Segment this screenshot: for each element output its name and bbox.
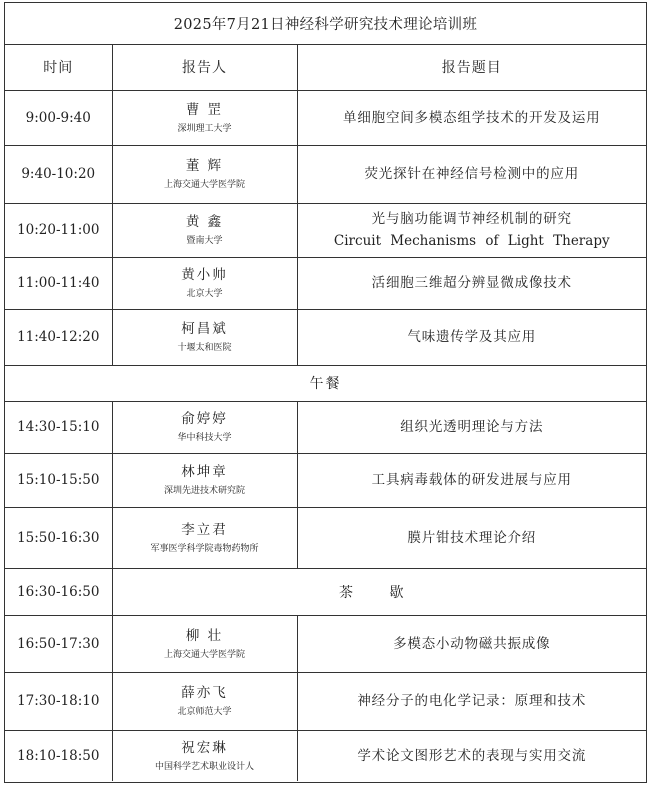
table-row — [5, 203, 646, 257]
speaker-name: 林坤章 — [181, 464, 228, 480]
session-time: 16:50-17:30 — [5, 615, 112, 672]
tea-row — [5, 568, 646, 615]
topic-cell — [297, 453, 646, 507]
topic-cell — [297, 90, 646, 145]
speaker-cell — [112, 401, 297, 453]
session-time: 9:40-10:20 — [5, 145, 112, 203]
session-time: 17:30-18:10 — [5, 672, 112, 730]
table-row — [5, 453, 646, 507]
table-row — [5, 309, 646, 365]
speaker-affiliation: 深圳理工大学 — [177, 123, 232, 134]
speaker-name: 俞婷婷 — [181, 411, 228, 427]
schedule-table — [5, 44, 646, 781]
session-time: 16:30-16:50 — [5, 568, 112, 615]
session-time: 15:10-15:50 — [5, 453, 112, 507]
session-topic: 气味遗传学及其应用 — [407, 329, 537, 345]
speaker-cell — [112, 257, 297, 309]
speaker-affiliation: 华中科技大学 — [177, 433, 232, 443]
session-topic: 多模态小动物磁共振成像 — [393, 635, 551, 652]
page-title: 2025年7月21日神经科学研究技术理论培训班 — [5, 3, 646, 45]
speaker-cell — [112, 90, 297, 145]
speaker-affiliation: 上海交通大学医学院 — [163, 649, 245, 660]
table-row — [5, 615, 646, 672]
topic-cell — [297, 507, 646, 568]
speaker-cell — [112, 145, 297, 203]
speaker-affiliation: 北京大学 — [186, 289, 223, 299]
speaker-cell — [112, 615, 297, 672]
session-time: 11:00-11:40 — [5, 257, 112, 309]
speaker-name: 李立君 — [181, 521, 228, 538]
header-speaker: 报告人 — [112, 44, 297, 90]
table-row — [5, 257, 646, 309]
session-time: 18:10-18:50 — [5, 730, 112, 781]
speaker-name: 薛亦飞 — [181, 685, 228, 701]
tea-break: 茶 歇 — [112, 568, 646, 615]
speaker-cell — [112, 203, 297, 257]
topic-cell — [297, 257, 646, 309]
header-row — [5, 44, 646, 90]
session-time: 11:40-12:20 — [5, 309, 112, 365]
session-topic: 荧光探针在神经信号检测中的应用 — [364, 166, 579, 182]
session-topic: 神经分子的电化学记录：原理和技术 — [357, 693, 587, 709]
session-time: 9:00-9:40 — [5, 90, 112, 145]
session-topic: 工具病毒载体的研发进展与应用 — [371, 472, 572, 488]
speaker-affiliation: 北京师范大学 — [177, 707, 232, 717]
speaker-name: 黄小帅 — [181, 267, 228, 283]
speaker-name: 黄 鑫 — [185, 214, 224, 230]
session-time: 10:20-11:00 — [5, 203, 112, 257]
speaker-cell — [112, 309, 297, 365]
topic-cell — [297, 203, 646, 257]
table-row — [5, 507, 646, 568]
session-time: 15:50-16:30 — [5, 507, 112, 568]
table-row — [5, 401, 646, 453]
speaker-cell — [112, 730, 297, 781]
speaker-name: 曹 罡 — [185, 101, 224, 118]
speaker-affiliation: 暨南大学 — [186, 236, 223, 246]
topic-cell — [297, 615, 646, 672]
header-time: 时间 — [5, 44, 112, 90]
header-topic: 报告题目 — [297, 44, 646, 90]
table-row — [5, 730, 646, 781]
table-row — [5, 90, 646, 145]
session-topic: 单细胞空间多模态组学技术的开发及运用 — [343, 109, 601, 126]
topic-cell — [297, 672, 646, 730]
speaker-affiliation: 十堰太和医院 — [177, 343, 232, 353]
lunch-break: 午餐 — [5, 365, 646, 401]
session-topic: 学术论文图形艺术的表现与实用交流 — [357, 747, 587, 764]
session-topic-english: Circuit Mechanisms of Light Therapy — [333, 233, 610, 249]
speaker-cell — [112, 672, 297, 730]
topic-cell — [297, 145, 646, 203]
speaker-name: 董 辉 — [185, 158, 224, 174]
speaker-cell — [112, 507, 297, 568]
session-topic: 膜片钳技术理论介绍 — [407, 529, 537, 546]
speaker-cell — [112, 453, 297, 507]
speaker-name: 祝宏琳 — [181, 739, 228, 756]
topic-cell — [297, 401, 646, 453]
session-topic: 光与脑功能调节神经机制的研究 — [371, 211, 572, 227]
lunch-row — [5, 365, 646, 401]
speaker-affiliation: 中国科学艺术职业设计人 — [154, 761, 254, 772]
speaker-name: 柯昌斌 — [181, 321, 228, 337]
session-topic: 活细胞三维超分辨显微成像技术 — [371, 275, 572, 291]
table-row — [5, 672, 646, 730]
table-row — [5, 145, 646, 203]
speaker-name: 柳 壮 — [185, 627, 224, 644]
topic-cell — [297, 309, 646, 365]
speaker-affiliation: 军事医学科学院毒物药物所 — [150, 543, 259, 554]
speaker-affiliation: 深圳先进技术研究院 — [163, 486, 245, 496]
topic-cell — [297, 730, 646, 781]
schedule-sheet — [4, 2, 647, 783]
session-topic: 组织光透明理论与方法 — [400, 419, 544, 435]
session-time: 14:30-15:10 — [5, 401, 112, 453]
speaker-affiliation: 上海交通大学医学院 — [163, 180, 245, 190]
